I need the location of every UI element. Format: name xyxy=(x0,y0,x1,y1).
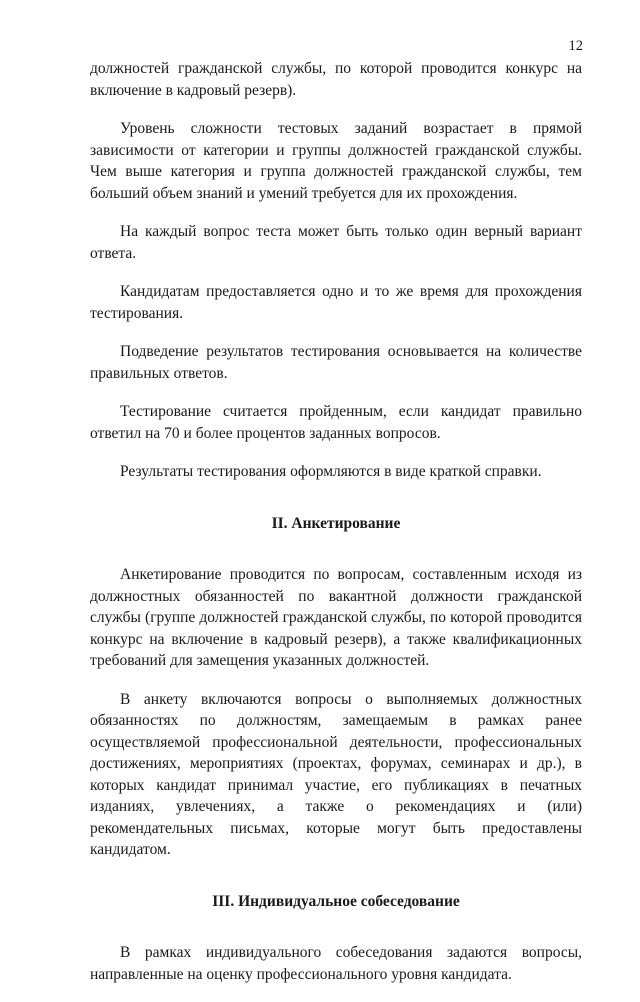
continuation-paragraph: должностей гражданской службы, по которой проводится конкурс на включение в кадровый резерв). xyxy=(90,60,582,99)
paragraph-one-answer: На каждый вопрос теста может быть только один верный вариант ответа. xyxy=(90,223,582,262)
paragraph-results-basis: Подведение результатов тестирования основывается на количестве правильных ответов. xyxy=(90,343,582,382)
section-heading-interview: III. Индивидуальное собеседование xyxy=(212,892,460,910)
paragraph-test-difficulty: Уровень сложности тестовых заданий возрастает в прямой зависимости от категории и группы должностей гражданской службы. Чем выше категория и группа должностей гражданской службы, тем больший объем знаний и умений требуется для их прохождения. xyxy=(90,120,582,202)
paragraph-questionnaire-contents: В анкету включаются вопросы о выполняемых должностных обязанностях по должностям, замещаемым в рамках ранее осуществляемой профессиональной деятельности, профессиональных достижениях, мероприятиях (проектах, форумах, семинарах и др.), в которых кандидат принимал участие, его публикациях в печатных изданиях, увлечениях, а также о рекомендациях и (или) рекомендательных письмах, которые могут быть предоставлены кандидатом. xyxy=(90,690,582,858)
paragraph-pass-threshold: Тестирование считается пройденным, если кандидат правильно ответил на 70 и более процентов заданных вопросов. xyxy=(90,403,582,442)
page-number: 12 xyxy=(568,38,583,54)
document-body xyxy=(90,58,582,1002)
paragraph-results-format: Результаты тестирования оформляются в виде краткой справки. xyxy=(120,463,542,480)
section-heading-questionnaire: II. Анкетирование xyxy=(271,514,401,532)
paragraph-questionnaire-basis: Анкетирование проводится по вопросам, составленным исходя из должностных обязанностей по вакантной должности гражданской службы (группе должностей гражданской службы, по которой проводится конкурс на включение в кадровый резерв), а также квалификационных требований для замещения указанных должностей. xyxy=(90,566,582,669)
paragraph-same-time: Кандидатам предоставляется одно и то же время для прохождения тестирования. xyxy=(90,283,582,322)
paragraph-interview: В рамках индивидуального собеседования задаются вопросы, направленные на оценку профессионального уровня кандидата. xyxy=(90,944,582,983)
